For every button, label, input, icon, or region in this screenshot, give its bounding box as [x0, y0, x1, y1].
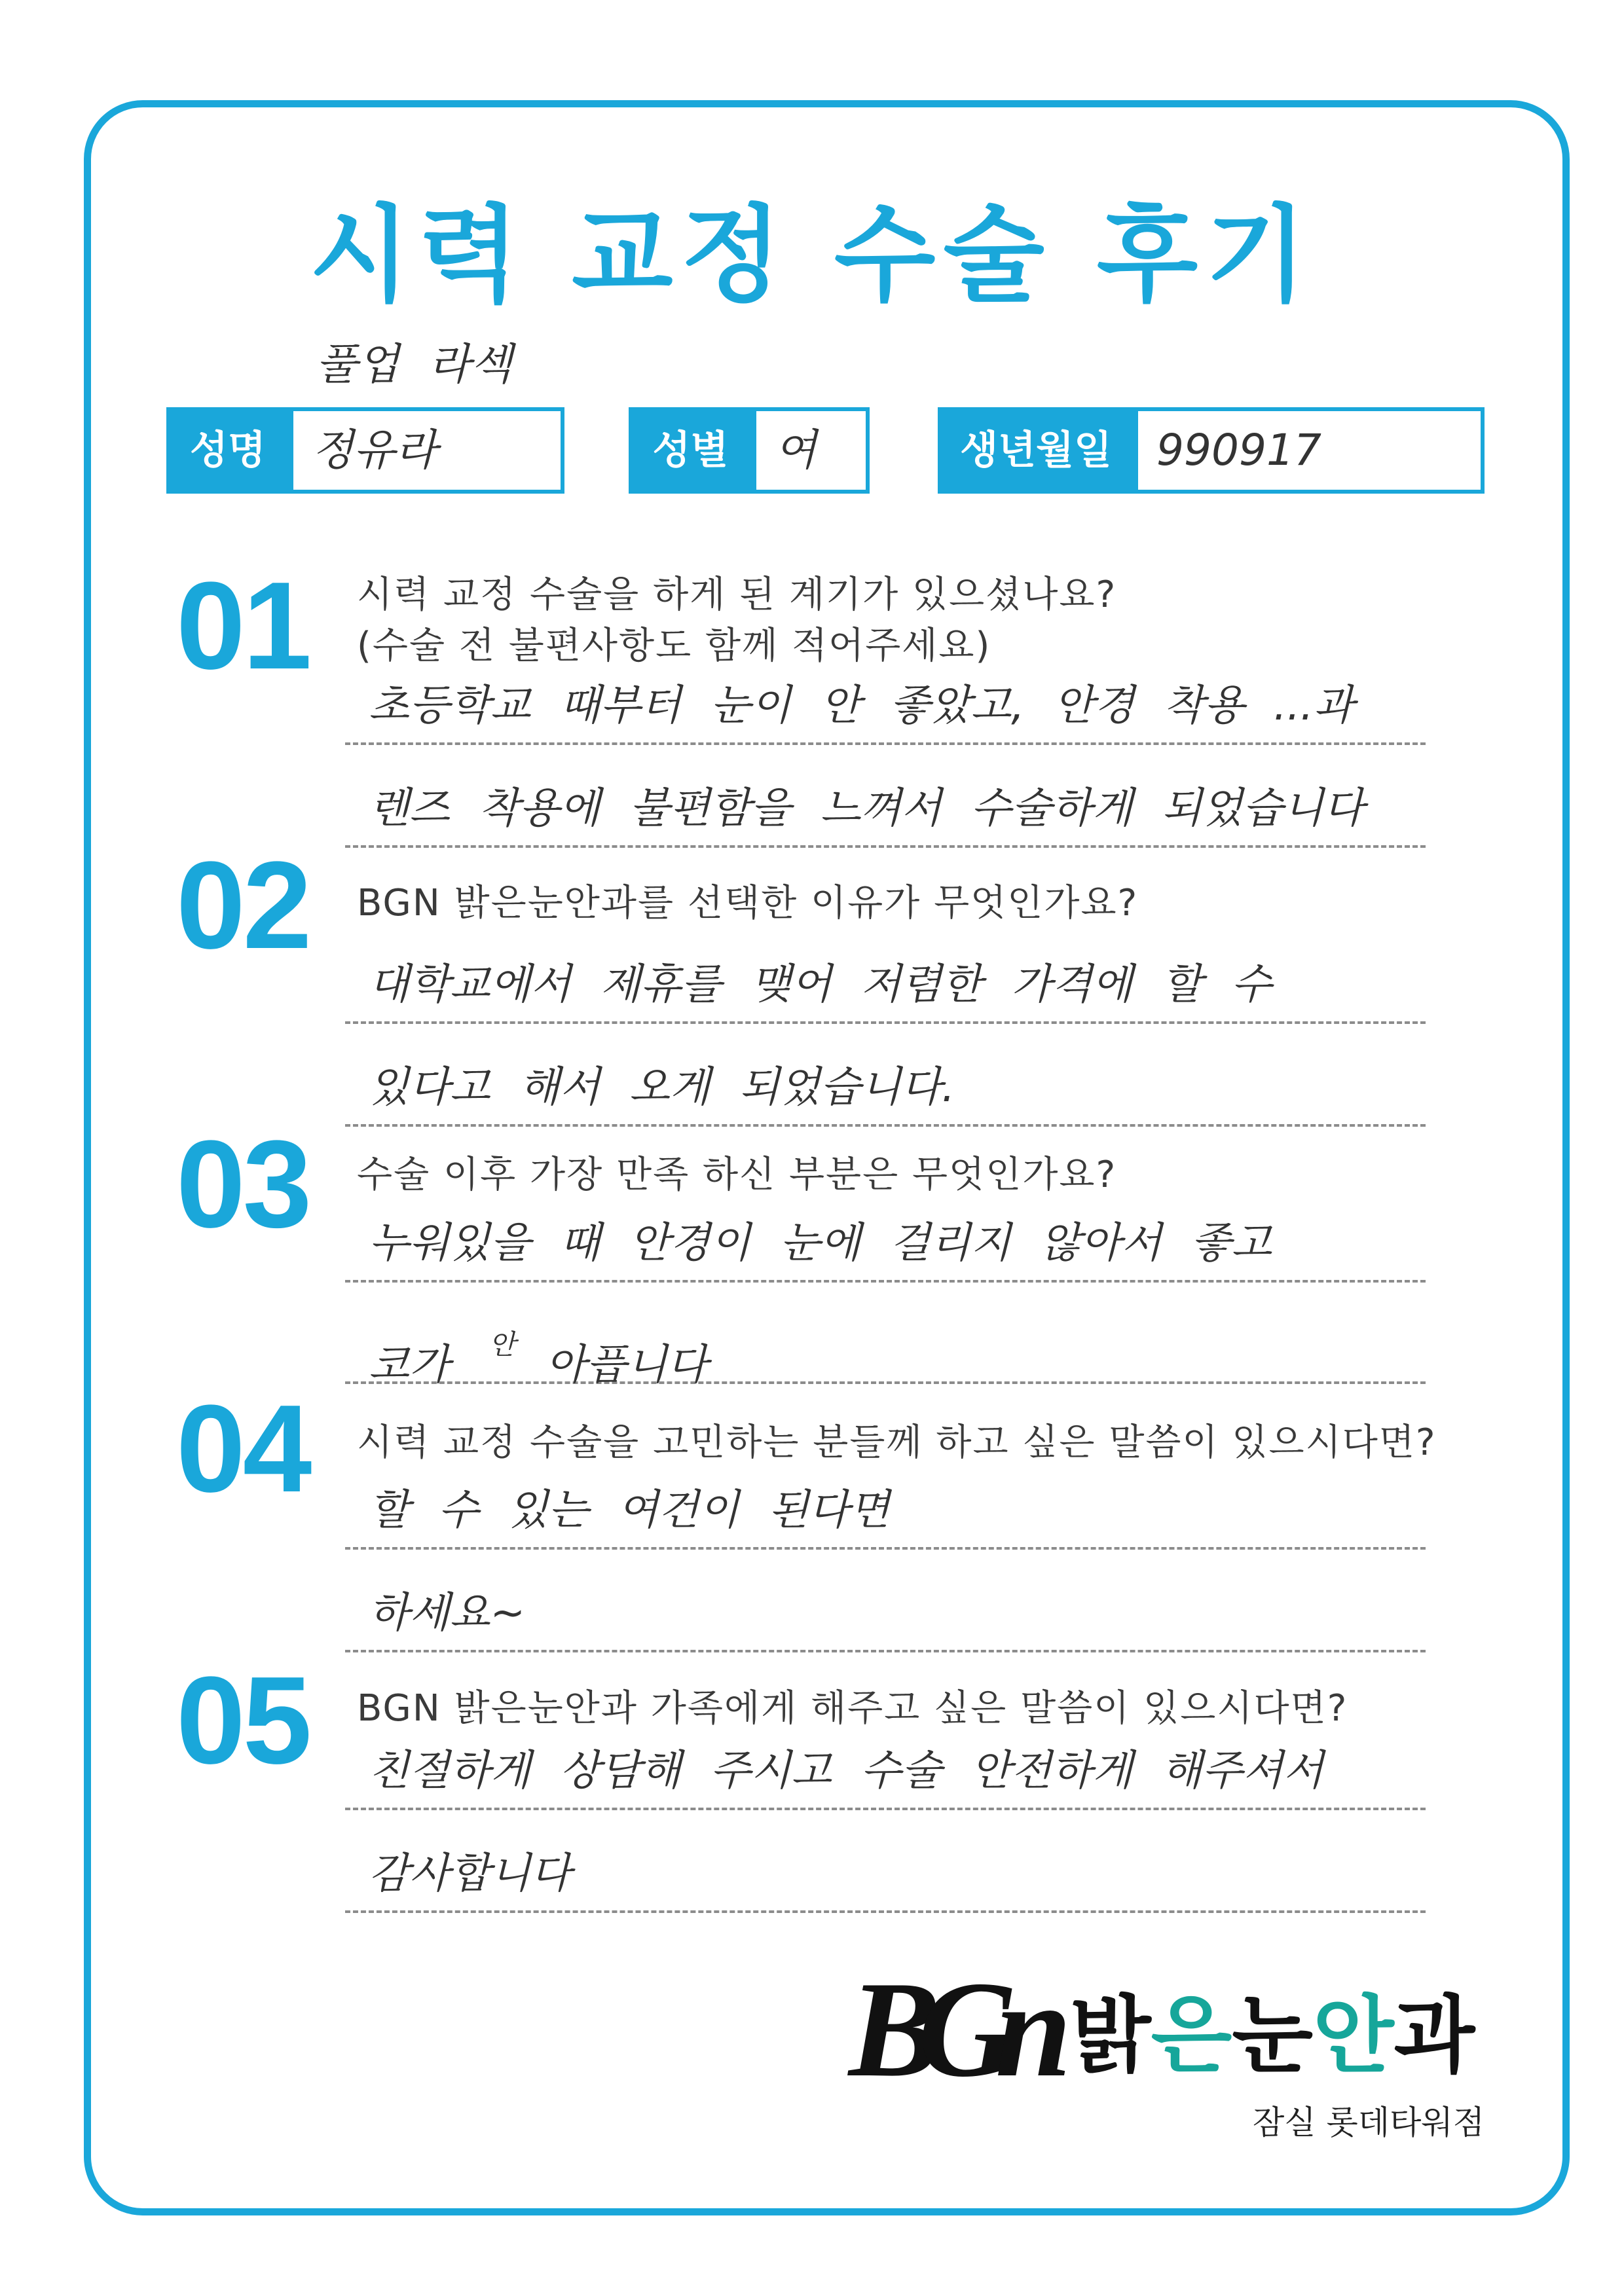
birthdate-value: 990917	[1156, 425, 1321, 475]
question-03-text	[357, 1150, 1116, 1201]
handwritten-answer: 초등학교 때부터 눈이 안 좋았고, 안경 착용 ...과	[369, 682, 1354, 730]
question-line: 수술 이후 가장 만족 하신 부분은 무엇인가요?	[357, 1154, 1117, 1196]
answer-line	[345, 1738, 1426, 1810]
branch-name: 잠실 롯데타워점	[1253, 2104, 1485, 2141]
form-title: 시력 교정 수술 후기	[309, 194, 1315, 316]
answer-line	[345, 1478, 1426, 1550]
handwritten-answer: 누워있을 때 안경이 눈에 걸리지 않아서 좋고	[369, 1219, 1272, 1267]
question-line: 시력 교정 수술을 고민하는 분들께 하고 싶은 말씀이 있으시다면?	[357, 1421, 1437, 1464]
answer-line	[345, 1055, 1426, 1127]
bgn-logo-mark: BGn	[849, 1954, 1050, 2105]
name-value: 정유라	[312, 425, 437, 475]
logo-char-accent: 은	[1151, 1987, 1232, 2085]
handwritten-answer: 렌즈 착용에 불편함을 느껴서 수술하게 되었습니다	[369, 784, 1365, 833]
gender-value: 여	[775, 425, 817, 475]
answer-line	[345, 1841, 1426, 1913]
handwritten-answer: 있다고 해서 오게 되었습니다.	[369, 1063, 955, 1112]
handwritten-answer: 감사합니다	[369, 1850, 572, 1898]
handwritten-answer: 할 수 있는 여건이 된다면	[369, 1486, 890, 1535]
question-04-text	[357, 1417, 1437, 1468]
name-label: 성명	[166, 407, 289, 494]
birthdate-label: 생년월일	[938, 407, 1134, 494]
question-line: BGN 밝은눈안과를 선택한 이유가 무엇인가요?	[357, 882, 1139, 924]
question-number-05: 05	[176, 1651, 310, 1790]
answer-line	[345, 1312, 1426, 1389]
logo-char-accent: 안	[1312, 1987, 1394, 2085]
handwritten-surgery-type: 풀업 라섹	[316, 339, 513, 390]
gender-label: 성별	[629, 407, 752, 494]
answer-line	[345, 1580, 1426, 1652]
logo-char: 과	[1393, 1987, 1475, 2085]
gender-field	[752, 407, 870, 494]
birthdate-field	[1134, 407, 1485, 494]
question-line: 시력 교정 수술을 하게 된 계기가 있으셨나요?	[357, 574, 1117, 616]
handwritten-answer-start: 코가	[369, 1341, 450, 1389]
answer-line	[345, 1211, 1426, 1283]
handwritten-answer: 하세요~	[369, 1589, 526, 1637]
question-number-04: 04	[176, 1379, 310, 1518]
question-05-text	[357, 1683, 1348, 1734]
question-number-01: 01	[176, 556, 310, 695]
handwritten-answer: 대학교에서 제휴를 맺어 저렴한 가격에 할 수	[369, 960, 1272, 1009]
logo-char: 밝	[1070, 1987, 1151, 2085]
name-field	[289, 407, 564, 494]
answer-line	[345, 673, 1426, 745]
answer-line	[345, 952, 1426, 1024]
question-number-02: 02	[176, 836, 310, 975]
handwritten-answer: 친절하게 상담해 주시고 수술 안전하게 해주셔서	[369, 1747, 1324, 1795]
answer-line	[345, 776, 1426, 848]
handwritten-insertion: 안	[489, 1328, 516, 1360]
question-02-text	[357, 878, 1138, 929]
question-line: BGN 밝은눈안과 가족에게 해주고 싶은 말씀이 있으시다면?	[357, 1687, 1348, 1730]
clinic-logo-name	[1070, 1987, 1475, 2085]
handwritten-answer-end: 아픕니다	[545, 1341, 708, 1389]
question-line: (수술 전 불편사항도 함께 적어주세요)	[357, 625, 991, 667]
question-number-03: 03	[176, 1115, 310, 1254]
question-01-text	[357, 570, 1116, 672]
logo-char: 눈	[1232, 1987, 1313, 2085]
